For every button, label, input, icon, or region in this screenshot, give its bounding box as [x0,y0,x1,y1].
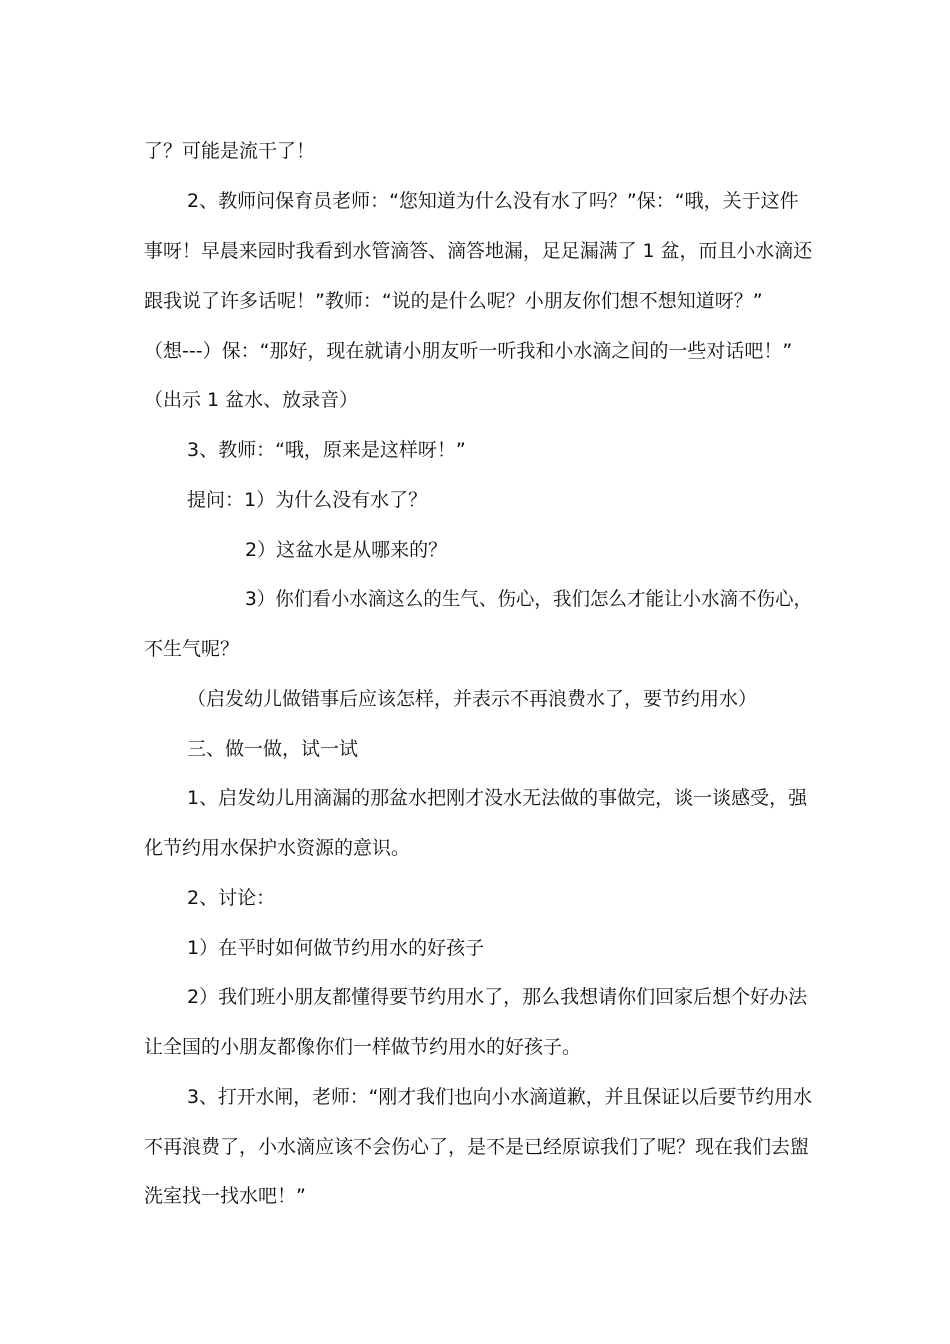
text-line: 不再浪费了，小水滴应该不会伤心了，是不是已经原谅我们了呢？现在我们去盥 [144,1136,810,1158]
text-line: （出示 1 盆水、放录音） [144,389,359,411]
text-line: 2、教师问保育员老师：“您知道为什么没有水了吗？”保：“哦，关于这件 [187,190,799,212]
text-line: （启发幼儿做错事后应该怎样，并表示不再浪费水了，要节约用水） [187,688,758,710]
text-line: 1）在平时如何做节约用水的好孩子 [187,937,485,959]
text-line: 3）你们看小水滴这么的生气、伤心，我们怎么才能让小水滴不伤心， [245,588,813,610]
text-line: 不生气呢？ [144,638,240,660]
text-line: （想---）保：“那好，现在就请小朋友听一听我和小水滴之间的一些对话吧！” [144,340,793,362]
text-line: 3、教师：“哦，原来是这样呀！” [187,439,466,461]
text-line: 3、打开水闸，老师：“刚才我们也向小水滴道歉，并且保证以后要节约用水 [187,1086,812,1108]
text-line: 事呀！早晨来园时我看到水管滴答、滴答地漏，足足漏满了 1 盆，而且小水滴还 [144,240,813,262]
text-line: 洗室找一找水吧！” [144,1185,306,1207]
text-line: 跟我说了许多话呢！”教师：“说的是什么呢？小朋友你们想不想知道呀？” [144,290,763,312]
text-line: 1、启发幼儿用滴漏的那盆水把刚才没水无法做的事做完，谈一谈感受，强 [187,787,808,809]
text-line: 化节约用水保护水资源的意识。 [144,837,411,859]
text-line: 了？可能是流干了！ [144,140,316,162]
text-line: 2）这盆水是从哪来的？ [245,539,448,561]
text-line: 2）我们班小朋友都懂得要节约用水了，那么我想请你们回家后想个好办法 [187,986,808,1008]
text-line: 提问：1）为什么没有水了？ [187,489,428,511]
section-heading: 三、做一做，试一试 [187,738,359,760]
text-line: 让全国的小朋友都像你们一样做节约用水的好孩子。 [144,1036,582,1058]
text-line: 2、讨论： [187,887,276,909]
